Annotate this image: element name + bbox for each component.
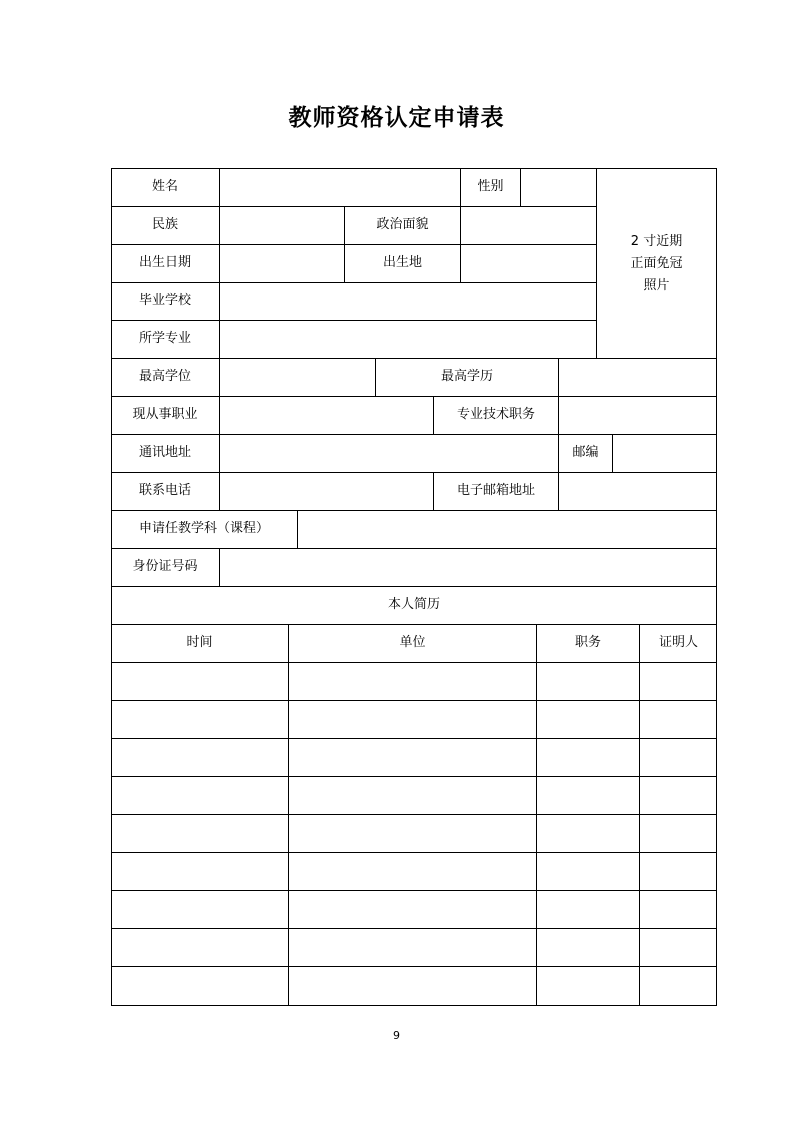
- resume-unit-input[interactable]: [289, 701, 536, 738]
- resume-witness-input[interactable]: [640, 929, 716, 966]
- application-form: [111, 168, 717, 1006]
- resume-position-input[interactable]: [537, 967, 639, 1005]
- resume-time-input[interactable]: [112, 891, 288, 928]
- name-label: 姓名: [151, 179, 178, 194]
- resume-witness-input[interactable]: [640, 891, 716, 928]
- graduated-school-label: 毕业学校: [138, 293, 191, 308]
- photo-placeholder-line: 正面免冠: [630, 255, 683, 271]
- resume-time-input[interactable]: [112, 815, 288, 852]
- highest-degree-input[interactable]: [220, 359, 375, 396]
- resume-unit-input[interactable]: [289, 663, 536, 700]
- form-border-bottom: [111, 1005, 717, 1006]
- resume-time-header: 时间: [186, 635, 213, 650]
- resume-witness-header: 证明人: [658, 635, 698, 650]
- gender-label: 性别: [477, 179, 504, 194]
- resume-unit-input[interactable]: [289, 815, 536, 852]
- id-number-label: 身份证号码: [132, 559, 198, 574]
- resume-unit-input[interactable]: [289, 967, 536, 1005]
- resume-position-input[interactable]: [537, 891, 639, 928]
- birth-date-input[interactable]: [220, 245, 344, 282]
- resume-unit-input[interactable]: [289, 929, 536, 966]
- resume-time-input[interactable]: [112, 853, 288, 890]
- resume-witness-input[interactable]: [640, 701, 716, 738]
- resume-unit-input[interactable]: [289, 739, 536, 776]
- photo-placeholder: [597, 169, 716, 358]
- resume-witness-input[interactable]: [640, 967, 716, 1005]
- gender-input[interactable]: [521, 169, 596, 206]
- page-number: 9: [393, 1029, 400, 1042]
- resume-time-input[interactable]: [112, 701, 288, 738]
- photo-placeholder-line: 照片: [643, 277, 670, 293]
- current-occupation-input[interactable]: [220, 397, 433, 434]
- highest-education-label: 最高学历: [440, 369, 493, 384]
- birthplace-input[interactable]: [461, 245, 596, 282]
- ethnicity-label: 民族: [151, 217, 178, 232]
- graduated-school-input[interactable]: [220, 283, 596, 320]
- postal-code-input[interactable]: [613, 435, 716, 472]
- teaching-subject-label: 申请任教学科（课程）: [138, 521, 269, 536]
- resume-time-input[interactable]: [112, 663, 288, 700]
- resume-unit-header: 单位: [399, 635, 426, 650]
- resume-position-input[interactable]: [537, 929, 639, 966]
- major-input[interactable]: [220, 321, 596, 358]
- resume-position-input[interactable]: [537, 663, 639, 700]
- resume-position-input[interactable]: [537, 853, 639, 890]
- phone-label: 联系电话: [138, 483, 191, 498]
- resume-time-input[interactable]: [112, 739, 288, 776]
- birthplace-label: 出生地: [382, 255, 422, 270]
- phone-input[interactable]: [220, 473, 433, 510]
- highest-degree-label: 最高学位: [138, 369, 191, 384]
- resume-unit-input[interactable]: [289, 891, 536, 928]
- name-input[interactable]: [220, 169, 460, 206]
- resume-position-input[interactable]: [537, 777, 639, 814]
- resume-position-input[interactable]: [537, 739, 639, 776]
- mailing-address-input[interactable]: [220, 435, 558, 472]
- professional-title-input[interactable]: [559, 397, 716, 434]
- resume-position-input[interactable]: [537, 701, 639, 738]
- form-title: 教师资格认定申请表: [288, 105, 505, 131]
- political-status-input[interactable]: [461, 207, 596, 244]
- resume-witness-input[interactable]: [640, 853, 716, 890]
- email-label: 电子邮箱地址: [456, 483, 535, 498]
- resume-position-input[interactable]: [537, 815, 639, 852]
- highest-education-input[interactable]: [559, 359, 716, 396]
- resume-time-input[interactable]: [112, 929, 288, 966]
- birth-date-label: 出生日期: [138, 255, 191, 270]
- postal-code-label: 邮编: [572, 445, 599, 460]
- political-status-label: 政治面貌: [376, 217, 429, 232]
- current-occupation-label: 现从事职业: [132, 407, 198, 422]
- resume-witness-input[interactable]: [640, 815, 716, 852]
- resume-position-header: 职务: [574, 635, 601, 650]
- major-label: 所学专业: [138, 331, 191, 346]
- resume-section-title: 本人简历: [387, 597, 440, 612]
- photo-placeholder-line: 2 寸近期: [630, 233, 683, 249]
- id-number-input[interactable]: [220, 549, 716, 586]
- resume-witness-input[interactable]: [640, 663, 716, 700]
- teaching-subject-input[interactable]: [298, 511, 716, 548]
- ethnicity-input[interactable]: [220, 207, 344, 244]
- resume-time-input[interactable]: [112, 777, 288, 814]
- resume-witness-input[interactable]: [640, 777, 716, 814]
- resume-unit-input[interactable]: [289, 777, 536, 814]
- email-input[interactable]: [559, 473, 716, 510]
- professional-title-label: 专业技术职务: [456, 407, 535, 422]
- resume-witness-input[interactable]: [640, 739, 716, 776]
- resume-unit-input[interactable]: [289, 853, 536, 890]
- mailing-address-label: 通讯地址: [138, 445, 191, 460]
- resume-time-input[interactable]: [112, 967, 288, 1005]
